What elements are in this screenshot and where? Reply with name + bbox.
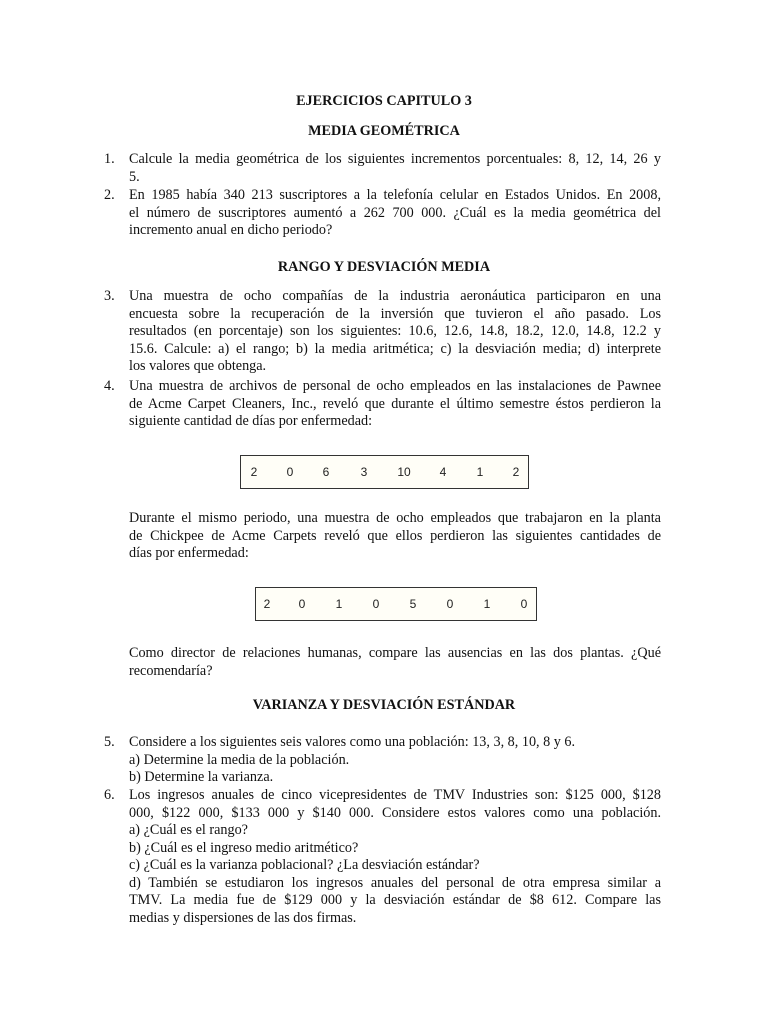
text-line: b) ¿Cuál es el ingreso medio aritmético? (129, 839, 359, 856)
section-heading-geometric-mean: MEDIA GEOMÉTRICA (308, 123, 460, 139)
sick-days-chickpee-table (255, 587, 537, 621)
data-cell: 3 (360, 465, 368, 479)
exercise-1 (104, 151, 661, 186)
data-cell: 0 (298, 597, 306, 611)
text-line: Durante el mismo periodo, una muestra de ocho empleados que trabajaron en la planta (129, 510, 661, 526)
text-line: medias y dispersiones de las dos firmas. (129, 909, 357, 926)
exercise-3 (104, 288, 661, 376)
text-line: encuesta sobre la recuperación de la inversión que tuvieron el año pasado. Los (129, 305, 661, 322)
text-line: resultados (en porcentaje) son los siguientes: 10.6, 12.6, 14.8, 18.2, 12.0, 14.8, 12.2 y (129, 323, 661, 339)
data-cell: 2 (250, 465, 258, 479)
data-cell: 1 (335, 597, 343, 611)
data-cell: 4 (439, 465, 447, 479)
text-line: c) ¿Cuál es la varianza poblacional? ¿La desviación estándar? (129, 857, 480, 873)
exercise-number: 2. (104, 187, 115, 203)
text-line: de Acme Carpet Cleaners, Inc., reveló que durante el último semestre éstos perdieron la (129, 395, 661, 412)
text-line: los valores que obtenga. (129, 358, 267, 374)
exercise-6 (104, 787, 661, 927)
exercise-number: 5. (104, 734, 115, 750)
section-heading-variance-std-deviation: VARIANZA Y DESVIACIÓN ESTÁNDAR (252, 697, 516, 713)
exercise-number: 1. (104, 151, 115, 167)
text-line: Considere a los siguientes seis valores como una población: 13, 3, 8, 10, 8 y 6. (129, 734, 576, 750)
data-cell: 5 (409, 597, 417, 611)
text-line: Una muestra de ocho compañías de la industria aeronáutica participaron en una (129, 288, 661, 304)
text-line: Los ingresos anuales de cinco vicepresidentes de TMV Industries son: $125 000, $128 (129, 787, 661, 803)
exercise-number: 3. (104, 288, 115, 304)
data-cell: 1 (476, 465, 484, 479)
main-title: EJERCICIOS CAPITULO 3 (296, 93, 472, 109)
text-line: Calcule la media geométrica de los siguientes incrementos porcentuales: 8, 12, 14, 26 y (129, 151, 661, 167)
data-cell: 1 (483, 597, 491, 611)
sick-days-pawnee-table (240, 455, 529, 489)
data-cell: 0 (520, 597, 528, 611)
data-cell: 2 (512, 465, 520, 479)
exercise-5 (104, 734, 661, 787)
text-line: 000, $122 000, $133 000 y $140 000. Considere estos valores como una población. (129, 804, 661, 821)
text-line: d) También se estudiaron los ingresos anuales del personal de otra empresa similar a (129, 874, 661, 891)
text-line: b) Determine la varianza. (129, 769, 274, 785)
text-line: recomendaría? (129, 662, 213, 679)
text-line: incremento anual en dicho periodo? (129, 222, 333, 238)
data-cell: 2 (263, 597, 271, 611)
text-line: 15.6. Calcule: a) el rango; b) la media aritmética; c) la desviación media; d) interprete (129, 340, 661, 357)
text-line: de Chickpee de Acme Carpets reveló que ellos perdieron las siguientes cantidades de (129, 527, 661, 544)
text-line: Como director de relaciones humanas, compare las ausencias en las dos plantas. ¿Qué (129, 645, 661, 661)
exercise-number: 4. (104, 378, 115, 394)
data-cell: 6 (322, 465, 330, 479)
data-cell: 0 (286, 465, 294, 479)
text-line: TMV. La media fue de $129 000 y la desviación estándar de $8 612. Compare las (129, 892, 661, 908)
text-line: el número de suscriptores aumentó a 262 700 000. ¿Cuál es la media geométrica del (129, 204, 661, 221)
exercise-4 (104, 378, 661, 431)
exercise-number: 6. (104, 787, 115, 803)
text-line: días por enfermedad: (129, 545, 249, 561)
data-cell: 0 (372, 597, 380, 611)
text-line: 5. (129, 168, 140, 185)
paragraph-recommendation (129, 645, 661, 680)
data-cell: 10 (397, 465, 411, 479)
data-cell: 0 (446, 597, 454, 611)
section-heading-range-mean-deviation: RANGO Y DESVIACIÓN MEDIA (277, 259, 491, 275)
text-line: a) ¿Cuál es el rango? (129, 822, 248, 838)
text-line: En 1985 había 340 213 suscriptores a la telefonía celular en Estados Unidos. En 2008, (129, 187, 661, 203)
exercise-2 (104, 187, 661, 240)
text-line: siguiente cantidad de días por enfermedad: (129, 413, 373, 429)
text-line: Una muestra de archivos de personal de ocho empleados en las instalaciones de Pawnee (129, 378, 661, 394)
paragraph-chickpee (129, 510, 661, 563)
text-line: a) Determine la media de la población. (129, 751, 350, 768)
